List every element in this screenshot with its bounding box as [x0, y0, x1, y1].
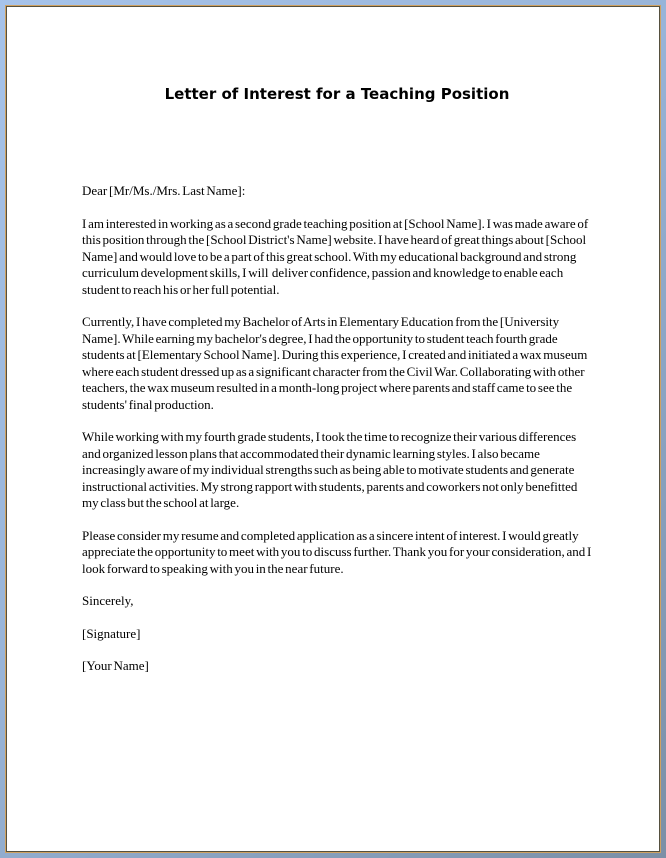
frame-gold-line: [5, 5, 661, 853]
name-placeholder: [Your Name]: [82, 658, 149, 673]
closing: Sincerely,: [82, 593, 134, 608]
body-paragraph-1: I am interested in working as a second grade teaching position at [School Name]. I was made aware of this position through the [School District's Name] website. I have heard of great things about [School Name] and would love to be a part of this great school. With my educational background and strong curriculum development skills, I will deliver confidence, passion and knowledge to enable each student to reach his or her full potential.: [82, 215, 590, 297]
salutation: Dear [Mr/Ms./Mrs. Last Name]:: [82, 183, 246, 198]
document-title: Letter of Interest for a Teaching Position: [164, 85, 510, 103]
body-paragraph-3: While working with my fourth grade students, I took the time to recognize their various differences and organized lesson plans that accommodated their dynamic learning styles. I also became increasingly aware of my individual strengths such as being able to motivate students and generate instructional activities. My strong rapport with students, parents and coworkers not only benefitted my class but the school at large.: [82, 429, 580, 510]
body-paragraph-2: Currently, I have completed my Bachelor of Arts in Elementary Education from the [University Name]. While earning my bachelor's degree, I had the opportunity to student teach fourth grade students at [Elementary School Name]. During this experience, I created and initiated a wax museum where each student dressed up as a significant character from the Civil War. Collaborating with other teachers, the wax museum resulted in a month-long project where parents and staff came to see the students' final production.: [82, 314, 590, 412]
document-page: [7, 7, 659, 851]
signature-placeholder: [Signature]: [82, 625, 141, 641]
body-paragraph-4: Please consider my resume and completed application as a sincere intent of interest. I would greatly appreciate the opportunity to meet with you to discuss further. Thank you for your consideration, and I look forward to speaking with you in the near future.: [82, 527, 594, 576]
frame-inner-line: [6, 6, 660, 852]
